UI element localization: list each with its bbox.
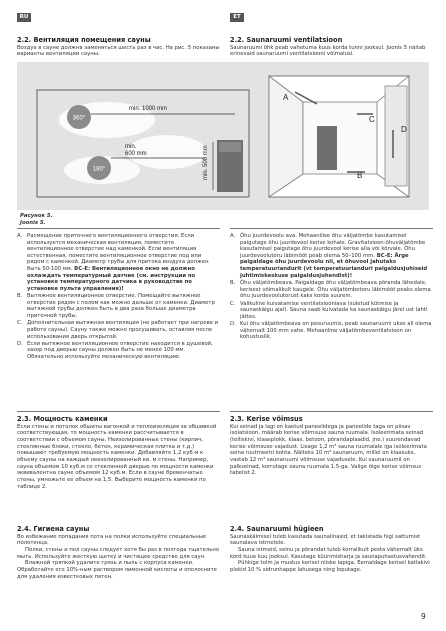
divider	[230, 228, 433, 229]
et-list-text: Kui õhu väljatõmbeava on pesuruumis, peab saunaruumi ukse all olema vähemalt 100 mm vahe. Mehaanline väljatõmbeventilatsioon on kohustuslik.	[240, 321, 432, 341]
et-list-item-b	[230, 280, 433, 300]
figure-caption-ru: Рисунок 5.	[20, 213, 53, 219]
et-list-text: Õhu juurdevoolu ava. Mehaanilise õhu väljatõmbe kasutamisel paigutage õhu juurdevool kerise kohale. Gravitatsioon-õhuväljatõmbe kasutamisel paigutage õhu juurdevool kerise alla või kõrvale. Õhu juurdevoolutoru läbimõõt peab olema 50–100 mm.	[240, 233, 426, 259]
ru-list-text: Вытяжное вентиляционное отверстие. Помещайте вытяжное отверстие рядом с полом как можно дальше от каменки. Диаметр вытяжной трубы должен быть в два раза больше диаметра приточной трубы.	[27, 293, 215, 319]
et-section-2-3-text: Kui seinad ja lagi on kaetud paneelidega ja paneelide taga on piisav isolatsioon, määrab kerise võimsuse sauna ruumala. Isoleerimata seinad (tellisk​ivi, klaasplokk, klaas, betoon, põrandaplaadid, jne.) suurendavad kerise võimsuse vajadust. Lisage 1,2 m³ sauna ruumalale iga isoleerimata seina ruutmeetri kohta. Näiteks 10 m³ saunaruum, millel on klaasuks, vastab 12 m³ saunaruumi võimsuse vajadusele. Kui saunaruumil on palkseinad, korrutage sauna ruumala 1,5-ga. Valige õige kerise võimsus tabelist 2.	[230, 423, 427, 477]
ru-section-2-3	[17, 415, 220, 491]
et-list-letter: A.	[230, 233, 236, 239]
ru-list-item-b	[17, 293, 220, 319]
et-list-item-d	[230, 321, 433, 341]
page-number: 9	[421, 612, 426, 621]
ru-list-letter: A.	[17, 233, 23, 239]
ru-section-2-4	[17, 525, 220, 580]
figure-caption	[20, 213, 53, 226]
et-list-item-a	[230, 233, 433, 279]
et-list-warning: BC-E: Ärge paigaldage õhu juurdevoolu nii, et õhuvool jahutaks temperatuuriandurit (vt temperatuurianduri paigaldusjuhiseid juhtimiskeskuse paigaldusjuhendist)!	[240, 252, 428, 279]
label-c: C	[369, 115, 375, 124]
et-section-2-3	[230, 415, 433, 477]
ru-list-letter: C.	[17, 320, 23, 327]
et-list-letter: C.	[230, 300, 236, 307]
et-list-item-c	[230, 301, 433, 321]
ru-list-letter: D.	[17, 340, 23, 347]
dim-label-600-b: 600 mm	[125, 151, 147, 157]
ru-list-item-d	[17, 341, 220, 361]
ru-section-2-2-title: 2.2. Вентиляция помещения сауны	[17, 36, 151, 44]
vent-180-label: 180°	[92, 166, 106, 173]
et-list-letter: D.	[230, 321, 236, 328]
ru-list-text: Если вытяжное вентиляционное отверстие находится в душевой, зазор под дверью сауны должен быть не менее 100 мм. Обязательно используйте механическую вентиляцию.	[27, 340, 213, 361]
ru-section-2-4-title: 2.4. Гигиена сауны	[17, 525, 90, 533]
et-vent-list	[230, 233, 433, 342]
ru-section-2-2	[17, 36, 220, 58]
figure-caption-et: Joonis 5.	[20, 219, 46, 226]
ru-section-2-3-title: 2.3. Мощность каменки	[17, 415, 108, 423]
et-section-2-3-title: 2.3. Kerise võimsus	[230, 415, 303, 423]
et-list-text: Õhu väljatõmbeava. Paigaldage õhu väljatõmbeava põranda lähedale, kerisest võimalikult kaugele. Õhu väljatõmbetoru läbimõõt peaks olema õhu juurdevoolutorust kaks korda suurem.	[240, 279, 431, 300]
dim-label-1000: min. 1000 mm	[129, 106, 168, 112]
et-section-2-4-title: 2.4. Saunaruumi hügieen	[230, 525, 324, 533]
divider	[230, 411, 433, 412]
ru-list-item-a	[17, 233, 220, 292]
heater-front	[317, 126, 337, 170]
ru-list-text: Расмещение приточного вентиляционного отверстия. Если используется механическая вентиляция, поместите вентиляционное отверстие над каменкой. Если вентиляция естественная, поместите вентиляционное отверстие под или рядом с каменкой. Диаметр трубы для притока воздуха должен быть 50-100 мм.	[27, 233, 209, 272]
et-list-text: Valikuline kuivatamise ventilatsiooniava (suletud kütmise ja saunaskäigu ajal). Sauna saab kuivatada ka saunaskäigu järel ust lahti jättes.	[240, 300, 428, 320]
et-section-2-4-text-3: Pühkige tolm ja mustus kerisel niiske lapiga. Eemaldage kerisel katlakivi plekid 10 % sidrunhappe lahusega ning loputage.	[230, 560, 430, 574]
ventilation-diagram	[17, 62, 429, 210]
et-list-letter: B.	[230, 279, 236, 286]
ru-section-2-3-text: Если стены и потолок обшиты вагонкой и теплоизоляция за обшивкой соответствующая, то мощность каменки рассчитывается в соответствии с объемом сауны. Неизолированные стены (кирпич, стеклянные блоки, стекло, бетон, керамическая плитка и т.д.) повышают требуемую мощность каменки. Добавляйте 1,2 куб.м к объему сауны на каждый неизолированный кв. м стены. Например, сауна объемом 10 куб.м со стеклянной дверью по мощности каменки эквивалентна сауне объемом 12 куб.м. Если в сауне бревенчатые стены, умножьте ее объем на 1,5. Выберите мощность каменки по таблице 2.	[17, 423, 217, 490]
ru-section-2-4-text-1: Во избежание попадания пота на полки используйте специальные полотенца.	[17, 533, 207, 547]
divider	[17, 228, 220, 229]
ventilation-figure	[17, 62, 429, 210]
label-b: B	[357, 171, 363, 180]
vent-360-label: 360°	[72, 115, 86, 122]
divider	[17, 411, 220, 412]
language-badge-et: ET	[230, 13, 244, 22]
ru-list-item-c	[17, 320, 220, 340]
et-section-2-2-title: 2.2. Saunaruumi ventilatsioon	[230, 36, 343, 44]
heater-stones	[219, 142, 241, 152]
ru-section-2-2-text: Воздух в сауне должна заменяться шесть раз в час. На рис. 5 показаны варианты вентиляции сауны.	[17, 44, 220, 58]
ru-section-2-4-text-3: Влажной тряпкой удалите грязь и пыль с корпуса каменки. Обработайте его 10%-ным раствором лимонной кислоты и ополосните для удаления известковых пятен.	[17, 560, 217, 580]
ru-list-text: Дополнительная вытяжная вентиляция (не работает при нагреве и работе сауны). Сауну также можно просушивать, оставляя после использования дверь открытой.	[27, 320, 219, 340]
et-section-2-4	[230, 525, 433, 574]
room-inner-wall	[303, 102, 377, 174]
et-section-2-2-text: Saunaruumi õhk peab vahetuma kuus korda tunni jooksul. Joonis 5 näitab erinevaid saunaruumi ventilatsiooni võimalusi.	[230, 44, 426, 58]
et-section-2-4-text-1: Saunaskäimisel tuleb kasutada saunalinasid, et takistada higi sattumist saunalava istmetele.	[230, 533, 421, 547]
ru-list-warning: BC-E: Вентиляционное окно не должно охлаждать температурный датчик (см. инструкции по установке температурного датчика в руководстве по установке пульта управления)!	[27, 265, 196, 292]
dim-label-600-a: min.	[125, 144, 137, 150]
room-door	[385, 86, 407, 186]
ru-section-2-4-text-2: Полки, стены и пол сауны следует хотя бы раз в полгода тщательно мыть. Используйте жесткую щетку и чистящее средство для саун.	[17, 546, 220, 560]
et-section-2-2	[230, 36, 433, 58]
ru-vent-list	[17, 233, 220, 361]
label-a: A	[283, 93, 289, 102]
dim-label-500: min. 500 mm	[203, 145, 209, 180]
et-section-2-4-text-2: Sauna istmeid, seinu ja põrandat tuleb korralikult pesta vähemalt üks kord kuue kuu jooksul. Kasutage küürimisharja ja saunapuhastusvahendit.	[230, 546, 427, 560]
label-d: D	[401, 125, 407, 134]
language-badge-ru: RU	[17, 13, 31, 22]
ru-list-letter: B.	[17, 293, 23, 300]
